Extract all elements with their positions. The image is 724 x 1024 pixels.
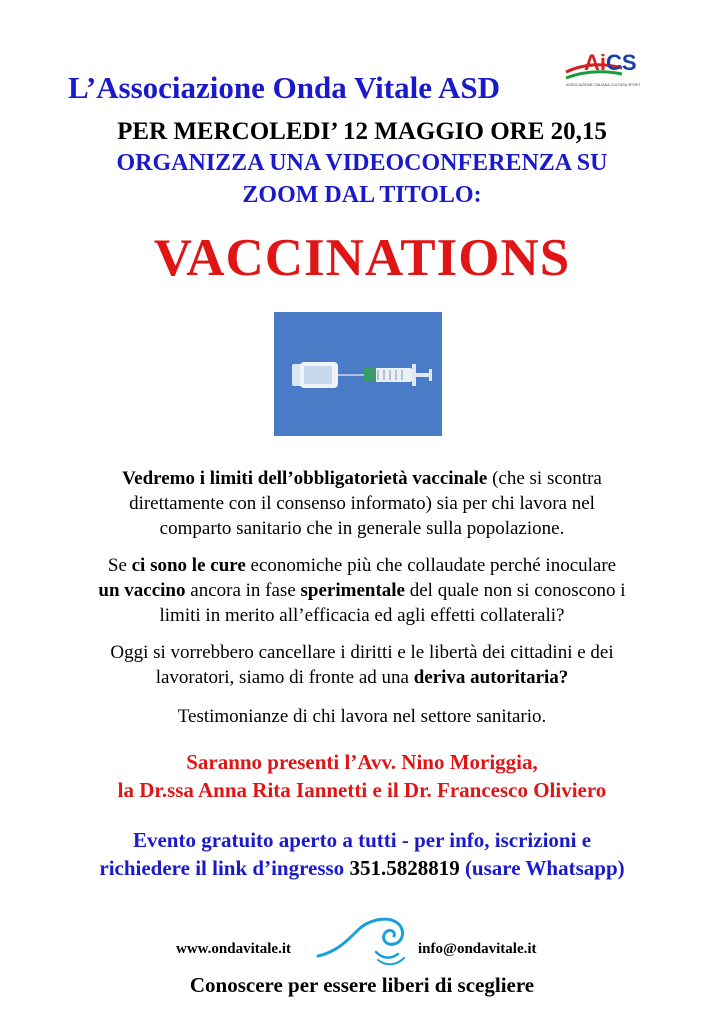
organization-title: L’Associazione Onda Vitale ASD: [68, 70, 501, 105]
p1-line3: comparto sanitario che in generale sulla popolazione.: [159, 518, 565, 539]
p1-text: (che si scontra: [487, 468, 602, 489]
aics-logo: [562, 42, 652, 98]
paragraph-4: Testimonianze di chi lavora nel settore sanitario.: [177, 706, 547, 727]
p3-line1: Oggi si vorrebbero cancellare i diritti e le libertà dei cittadini e dei: [110, 642, 614, 663]
syringe-plunger: [416, 373, 430, 377]
logo-text-ai: Ai: [584, 50, 606, 75]
p2-line3: limiti in merito all’efficacia ed agli effetti collaterali?: [159, 605, 565, 626]
paragraph-3: [0, 640, 724, 690]
phone-number[interactable]: 351.5828819: [349, 856, 460, 880]
motto: Conoscere per essere liberi di scegliere: [189, 973, 535, 997]
p2-text-g: del quale non si conoscono i: [405, 580, 626, 601]
info-whatsapp-note: (usare Whatsapp): [459, 856, 625, 880]
event-title: VACCINATIONS: [153, 229, 571, 287]
p2-text-a: Se: [107, 555, 132, 576]
p2-bold-f: sperimentale: [300, 580, 405, 601]
event-date: PER MERCOLEDI’ 12 MAGGIO ORE 20,15: [117, 118, 607, 145]
p3-text: lavoratori, siamo di fronte ad una: [155, 667, 414, 688]
logo-subtitle: ASSOCIAZIONE ITALIANA CULTURA SPORT: [566, 83, 641, 87]
website-link[interactable]: www.ondavitale.it: [176, 941, 292, 957]
logo-text-cs: CS: [606, 50, 637, 75]
info-line-1: Evento gratuito aperto a tutti - per info, iscrizioni e: [132, 828, 592, 852]
speakers-line-1: Saranno presenti l’Avv. Nino Moriggia,: [186, 750, 538, 774]
organizer-line-1: ORGANIZZA UNA VIDEOCONFERENZA SU: [116, 150, 608, 176]
syringe-flange: [412, 364, 416, 386]
p2-bold-b: ci sono le cure: [131, 555, 246, 576]
paragraph-2: [0, 553, 724, 628]
info-line-2: [0, 856, 724, 881]
vaccine-syringe-image: [274, 312, 442, 436]
email-link[interactable]: info@ondavitale.it: [418, 941, 537, 957]
paragraph-1: [0, 466, 724, 541]
p1-bold: Vedremo i limiti dell’obbligatorietà vaccinale: [122, 468, 488, 489]
p3-bold: deriva autoritaria?: [413, 667, 569, 688]
info-text: richiedere il link d’ingresso: [99, 856, 350, 880]
p2-text-e: ancora in fase: [185, 580, 301, 601]
speakers-line-2: la Dr.ssa Anna Rita Iannetti e il Dr. Francesco Oliviero: [117, 778, 607, 802]
p1-line2: direttamente con il consenso informato) sia per chi lavora nel: [129, 493, 595, 514]
wave-logo-icon: [316, 912, 416, 968]
p2-text-c: economiche più che collaudate perché inoculare: [245, 555, 617, 576]
p2-bold-d: un vaccino: [98, 580, 186, 601]
organizer-line-2: ZOOM DAL TITOLO:: [242, 182, 482, 208]
